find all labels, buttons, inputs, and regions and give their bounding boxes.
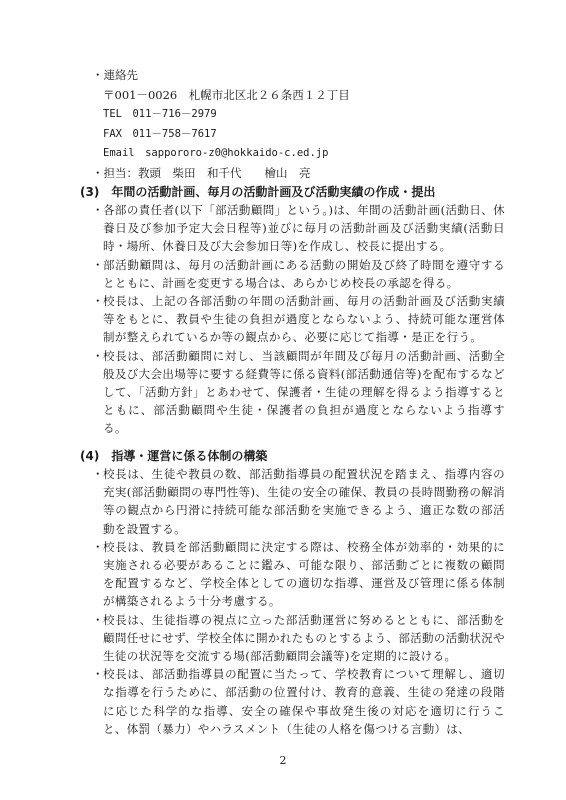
bullet-mark: ・ <box>92 257 104 272</box>
list-item-text: 校長は、生徒指導の視点に立った部活動運営に努めるとともに、部活動を顧問任せにせず、学校全体に開かれたものとするよう、部活動の活動状況や生徒の状況等を交流する場(部活動顧問会議等)を定期的に設ける。 <box>103 612 505 664</box>
section-3-heading: (3) 年間の活動計画、毎月の活動計画及び活動実績の作成・提出 <box>80 185 436 199</box>
bullet-mark: ・ <box>92 348 104 363</box>
list-item <box>92 201 505 256</box>
person-in-charge: ・担当：教頭 柴田 和千代 檜山 亮 <box>92 165 311 180</box>
bullet-mark: ・ <box>92 294 104 309</box>
section-3-list <box>92 201 505 438</box>
list-item <box>92 665 505 738</box>
email-address: Email sappororo-z0@hokkaido-c.ed.jp <box>103 147 329 159</box>
list-item-text: 校長は、部活動顧問に対し、当該顧問が年間及び毎月の活動計画、活動全般及び大会出場等に要する経費等に係る資料(部活動通信等)を配布するなどして、「活動方針」とあわせて、保護者・生徒の理解を得るよう指導するとともに、部活動顧問や生徒・保護者の負担が過度とならないよう指導する。 <box>103 348 505 436</box>
bullet-mark: ・ <box>92 612 104 627</box>
contact-label: ・連絡先 <box>92 68 138 82</box>
postal-address: 〒001－0026 札幌市北区北２６条西１２丁目 <box>103 87 350 102</box>
bullet-mark: ・ <box>92 203 104 217</box>
list-item <box>92 347 505 438</box>
page-number: 2 <box>279 754 287 767</box>
bullet-mark: ・ <box>92 667 104 682</box>
fax-number: FAX 011－758－7617 <box>103 127 217 140</box>
list-item <box>92 465 505 538</box>
section-4-list <box>92 465 505 738</box>
list-item-text: 部活動顧問は、毎月の活動計画にある活動の開始及び終了時間を遵守するとともに、計画を変更する場合は、あらかじめ校長の承認を得る。 <box>103 257 505 290</box>
list-item <box>92 538 505 611</box>
list-item-text: 校長は、上記の各部活動の年間の活動計画、毎月の活動計画及び活動実績等をもとに、教員や生徒の負担が過度とならないよう、持続可能な運営体制が整えられているか等の観点から、必要に応じて指導・是正を行う。 <box>103 294 505 345</box>
list-item-text: 校長は、部活動指導員の配置に当たって、学校教育について理解し、適切な指導を行うために、部活動の位置付け、教育的意義、生徒の発達の段階に応じた科学的な指導、安全の確保や事故発生後の対応を適切に行うこと、体罰（暴力）やハラスメント（生徒の人格を傷つける言動）は、 <box>103 667 505 736</box>
list-item <box>92 256 505 292</box>
list-item <box>92 611 505 666</box>
list-item-text: 校長は、教員を部活動顧問に決定する際は、校務全体が効率的・効果的に実施される必要があることに鑑み、可能な限り、部活動ごとに複数の顧問を配置するなど、学校全体としての適切な指導、運営及び管理に係る体制が構築されるよう十分考慮する。 <box>103 539 505 609</box>
list-item <box>92 292 505 347</box>
tel-number: TEL 011－716－2979 <box>103 108 217 120</box>
list-item-text: 各部の責任者(以下「部活動顧問」という。)は、年間の活動計画(活動日、休養日及び参加予定大会日程等)並びに毎月の活動計画及び活動実績(活動日時・場所、休養日及び大会参加日等)を作成し、校長に提出する。 <box>103 203 505 254</box>
list-item-text: 校長は、生徒や教員の数、部活動指導員の配置状況を踏まえ、指導内容の充実(部活動顧問の専門性等)、生徒の安全の確保、教員の長時間勤務の解消等の観点から円滑に持続可能な部活動を実施できるよう、適正な数の部活動を設置する。 <box>103 467 505 536</box>
bullet-mark: ・ <box>92 467 104 481</box>
section-4-heading: (4) 指導・運営に係る体制の構築 <box>80 449 268 463</box>
contact-block <box>92 66 350 183</box>
bullet-mark: ・ <box>92 539 104 554</box>
